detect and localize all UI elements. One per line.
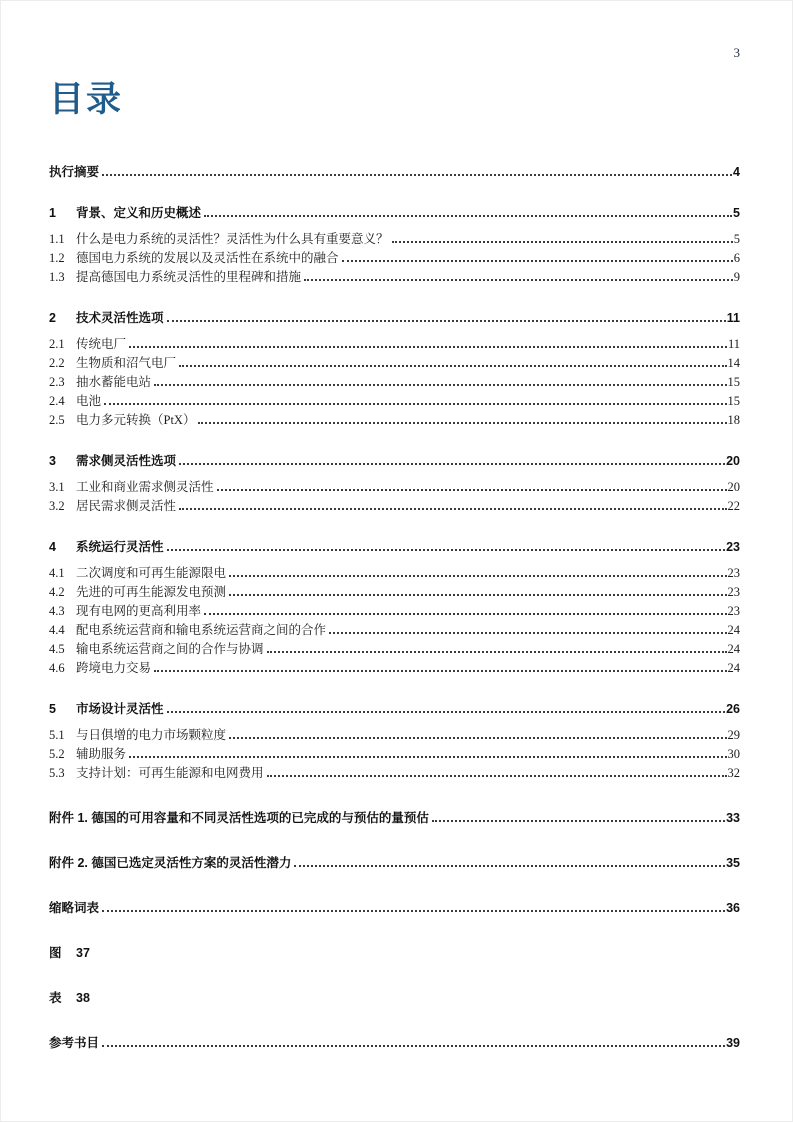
toc-entry-label: 提高德国电力系统灵活性的里程碑和措施: [76, 270, 302, 284]
toc-entry-page: 36: [726, 901, 740, 915]
toc-entry-page: 35: [726, 856, 740, 870]
toc-entry-page: 23: [727, 585, 740, 599]
toc-entry-page: 30: [727, 747, 740, 761]
toc-entry-label: 什么是电力系统的灵活性？灵活性为什么具有重要意义？: [76, 232, 389, 246]
toc-entry-number: 1: [49, 206, 56, 220]
toc-entry-number: 表: [49, 991, 62, 1005]
page-number: 3: [733, 45, 740, 60]
toc-entry[interactable]: [49, 944, 740, 963]
toc-entry-label: 传统电厂: [76, 337, 127, 351]
toc-entry-number: 3: [49, 454, 56, 468]
toc-entry-number: 4.4: [49, 623, 65, 637]
toc-leader-dots: [179, 508, 726, 510]
toc-entry-label: 附件 1. 德国的可用容量和不同灵活性选项的已完成的与预估的量预估: [49, 811, 429, 825]
toc-leader-dots: [104, 403, 726, 405]
toc-leader-dots: [229, 594, 726, 596]
toc-entry-label: 先进的可再生能源发电预测: [76, 585, 227, 599]
toc-entry-number: 2.3: [49, 375, 65, 389]
toc-entry-number: 5.1: [49, 728, 65, 742]
toc-entry-label: 需求侧灵活性选项: [76, 454, 177, 468]
toc-entry-label: 与日俱增的电力市场颗粒度: [76, 728, 227, 742]
toc-entry[interactable]: [49, 373, 740, 392]
toc-entry-page: 24: [727, 623, 740, 637]
toc-entry[interactable]: [49, 745, 740, 764]
toc-entry[interactable]: [49, 602, 740, 621]
toc-leader-dots: [217, 489, 727, 491]
toc-entry-page: 24: [727, 661, 740, 675]
toc-leader-dots: [154, 384, 726, 386]
toc-entry[interactable]: [49, 249, 740, 268]
toc-entry-page: 32: [727, 766, 740, 780]
toc-leader-dots: [294, 865, 725, 867]
toc-entry-page: 39: [726, 1036, 740, 1050]
toc-entry-page: 4: [733, 165, 740, 179]
toc-entry-label: 支持计划：可再生能源和电网费用: [76, 766, 264, 780]
toc-entry[interactable]: [49, 989, 740, 1008]
toc-entry[interactable]: [49, 452, 740, 471]
toc-entry[interactable]: [49, 764, 740, 783]
toc-entry-number: 1.3: [49, 270, 65, 284]
toc-entry-page: 26: [726, 702, 740, 716]
toc-entry-page: 5: [733, 206, 740, 220]
toc-entry[interactable]: [49, 478, 740, 497]
toc-entry-label: 德国电力系统的发展以及灵活性在系统中的融合: [76, 251, 339, 265]
toc-leader-dots: [304, 279, 733, 281]
toc-entry-page: 11: [726, 311, 740, 325]
toc-entry[interactable]: [49, 392, 740, 411]
toc-leader-dots: [329, 632, 726, 634]
toc-entry-number: 5.3: [49, 766, 65, 780]
toc-entry-label: 现有电网的更高利用率: [76, 604, 202, 618]
toc-entry-label: 电力多元转换（PtX）: [76, 413, 196, 427]
toc-leader-dots: [267, 775, 727, 777]
toc-leader-dots: [167, 711, 726, 713]
toc-entry-label: 二次调度和可再生能源限电: [76, 566, 227, 580]
toc-leader-dots: [198, 422, 726, 424]
toc-entry-page: 9: [733, 270, 740, 284]
toc-entry-number: 4.3: [49, 604, 65, 618]
toc-entry-number: 5.2: [49, 747, 65, 761]
table-of-contents: [49, 163, 740, 1053]
toc-entry[interactable]: [49, 1034, 740, 1053]
toc-entry[interactable]: [49, 854, 740, 873]
toc-entry[interactable]: [49, 621, 740, 640]
toc-leader-dots: [267, 651, 727, 653]
toc-entry-page: 20: [727, 480, 740, 494]
toc-entry-page: 23: [726, 540, 740, 554]
toc-entry-page: 6: [733, 251, 740, 265]
toc-entry[interactable]: [49, 564, 740, 583]
toc-entry-page: 5: [733, 232, 740, 246]
toc-entry-label: 电池: [76, 394, 102, 408]
toc-entry-page: 15: [727, 394, 740, 408]
toc-entry[interactable]: [49, 640, 740, 659]
toc-leader-dots: [229, 737, 726, 739]
toc-entry-page: 11: [727, 337, 740, 351]
toc-entry-number: 4.2: [49, 585, 65, 599]
toc-entry[interactable]: [49, 411, 740, 430]
toc-entry-label: 技术灵活性选项: [76, 311, 164, 325]
toc-entry-label: 辅助服务: [76, 747, 127, 761]
toc-entry-page: 18: [727, 413, 740, 427]
toc-entry-page: 23: [727, 604, 740, 618]
toc-leader-dots: [167, 320, 726, 322]
toc-leader-dots: [342, 260, 733, 262]
toc-entry-page: 33: [726, 811, 740, 825]
toc-entry-number: 4.5: [49, 642, 65, 656]
toc-entry[interactable]: [49, 809, 740, 828]
toc-leader-dots: [102, 910, 725, 912]
toc-leader-dots: [432, 820, 725, 822]
toc-entry[interactable]: [49, 163, 740, 182]
toc-entry-number: 2.5: [49, 413, 65, 427]
toc-entry-number: 2.2: [49, 356, 65, 370]
toc-entry[interactable]: [49, 354, 740, 373]
toc-entry-page: 29: [727, 728, 740, 742]
toc-entry-label: 附件 2. 德国已选定灵活性方案的灵活性潜力: [49, 856, 292, 870]
toc-entry-number: 图: [49, 946, 62, 960]
toc-entry-page: 14: [727, 356, 740, 370]
toc-entry-number: 4: [49, 540, 56, 554]
toc-entry[interactable]: [49, 726, 740, 745]
toc-leader-dots: [102, 174, 732, 176]
toc-entry[interactable]: [49, 899, 740, 918]
toc-entry-number: 5: [49, 702, 56, 716]
page-content: [1, 1, 792, 1053]
toc-entry-label: 背景、定义和历史概述: [76, 206, 202, 220]
toc-entry-number: 3.1: [49, 480, 65, 494]
toc-entry-label: 38: [76, 991, 90, 1005]
toc-entry[interactable]: [49, 204, 740, 223]
toc-leader-dots: [229, 575, 726, 577]
toc-entry[interactable]: [49, 230, 740, 249]
toc-entry-number: 4.1: [49, 566, 65, 580]
toc-leader-dots: [129, 756, 726, 758]
toc-leader-dots: [154, 670, 726, 672]
toc-leader-dots: [167, 549, 726, 551]
toc-entry-label: 生物质和沼气电厂: [76, 356, 177, 370]
toc-entry-number: 2: [49, 311, 56, 325]
toc-entry[interactable]: [49, 335, 740, 354]
toc-entry-number: 2.4: [49, 394, 65, 408]
toc-leader-dots: [129, 346, 727, 348]
toc-entry-number: 1.1: [49, 232, 65, 246]
toc-entry-label: 执行摘要: [49, 165, 100, 179]
toc-leader-dots: [204, 215, 732, 217]
toc-entry-label: 居民需求侧灵活性: [76, 499, 177, 513]
toc-entry-page: 22: [727, 499, 740, 513]
toc-entry-number: 2.1: [49, 337, 65, 351]
toc-entry-label: 配电系统运营商和输电系统运营商之间的合作: [76, 623, 327, 637]
toc-entry[interactable]: [49, 497, 740, 516]
toc-leader-dots: [179, 365, 726, 367]
toc-entry-label: 工业和商业需求侧灵活性: [76, 480, 214, 494]
toc-entry[interactable]: [49, 700, 740, 719]
toc-entry-label: 抽水蓄能电站: [76, 375, 152, 389]
toc-entry-label: 市场设计灵活性: [76, 702, 164, 716]
toc-entry-label: 37: [76, 946, 90, 960]
toc-leader-dots: [392, 241, 733, 243]
toc-entry[interactable]: [49, 538, 740, 557]
toc-entry-number: 1.2: [49, 251, 65, 265]
toc-entry-page: 20: [726, 454, 740, 468]
toc-entry[interactable]: [49, 309, 740, 328]
toc-entry-page: 24: [727, 642, 740, 656]
toc-entry-label: 系统运行灵活性: [76, 540, 164, 554]
toc-leader-dots: [204, 613, 726, 615]
toc-entry-label: 输电系统运营商之间的合作与协调: [76, 642, 264, 656]
toc-entry-label: 参考书目: [49, 1036, 100, 1050]
toc-entry-page: 23: [727, 566, 740, 580]
toc-entry-label: 跨境电力交易: [76, 661, 152, 675]
toc-leader-dots: [102, 1045, 725, 1047]
toc-entry[interactable]: [49, 268, 740, 287]
page-title: 目录: [49, 80, 124, 119]
toc-entry-number: 4.6: [49, 661, 65, 675]
toc-entry-label: 缩略词表: [49, 901, 100, 915]
toc-entry-page: 15: [727, 375, 740, 389]
toc-entry-number: 3.2: [49, 499, 65, 513]
toc-entry[interactable]: [49, 583, 740, 602]
toc-entry[interactable]: [49, 659, 740, 678]
toc-leader-dots: [179, 463, 725, 465]
